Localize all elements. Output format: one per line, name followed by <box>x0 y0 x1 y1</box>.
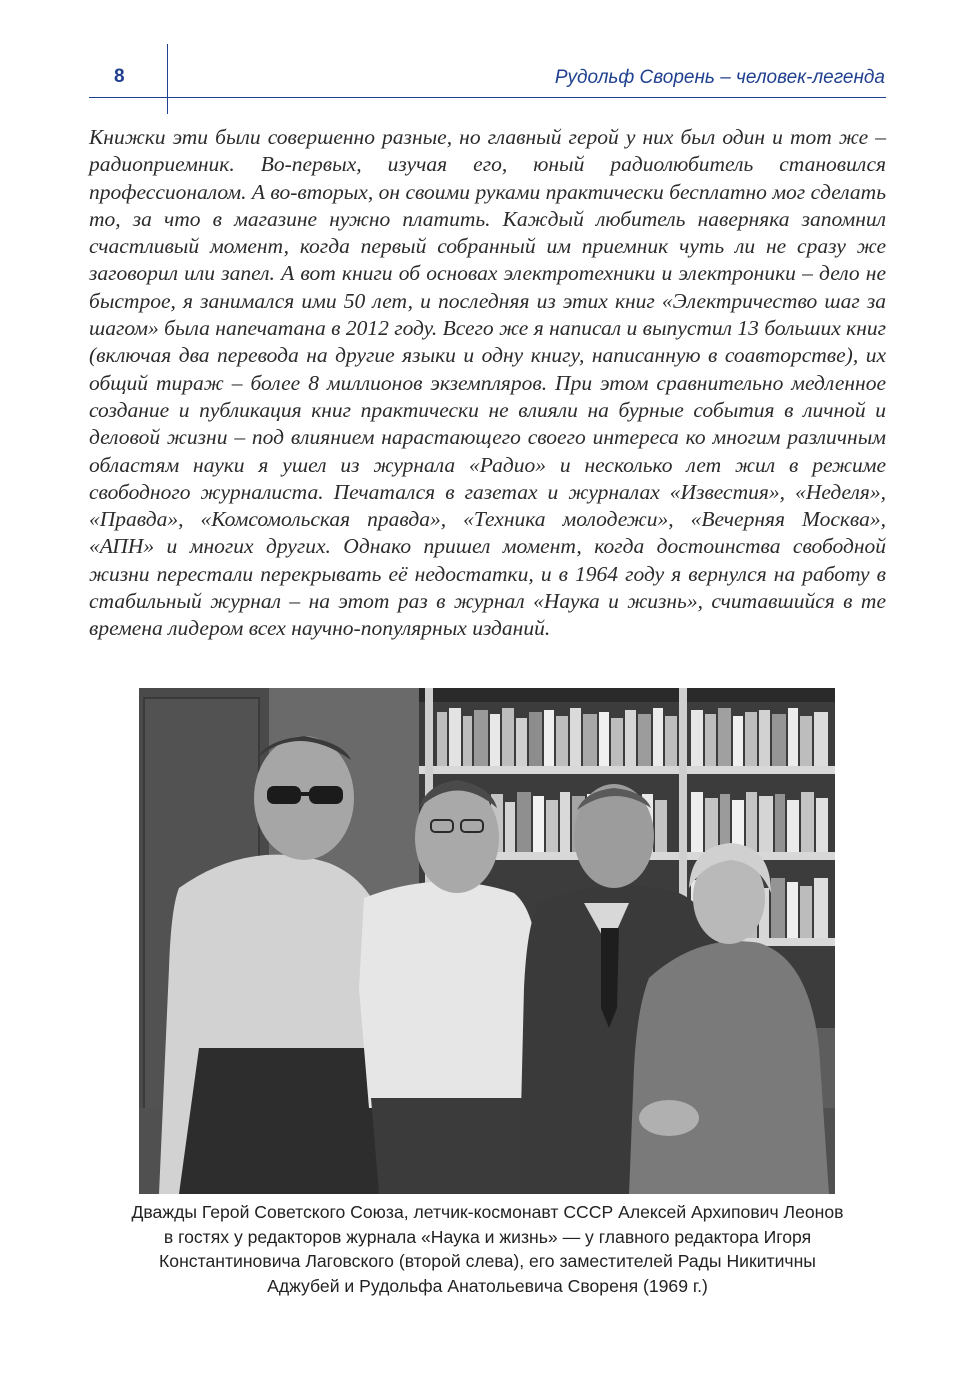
running-title: Рудольф Сворень – человек-легенда <box>554 67 885 88</box>
group-photo <box>139 688 835 1194</box>
body-paragraph: Книжки эти были совершенно разные, но главный герой у них был один и тот же – радиоприемник. Во-первых, изучая его, юный радиолюбитель становился профессионалом. А во-вторых, он своими руками практически бесплатно мог сделать то, за что в магазине нужно платить. Каждый любитель наверняка запомнил счастливый момент, когда первый собранный им приемник чуть ли не сразу же заговорил или запел. А вот книги об основах электротехники и электроники – дело не быстрое, я занимался ими 50 лет, и последняя из этих книг «Электричество шаг за шагом» была напечатана в 2012 году. Всего же я написал и выпустил 13 больших книг (включая два перевода на другие языки и одну книгу, написанную в соавторстве), их общий тираж – более 8 миллионов экземпляров. При этом сравнительно медленное создание и публикация книг практически не влияли на бурные события в личной и деловой жизни – под влиянием нарастающего своего интереса ко многим различным областям науки я ушел из журнала «Радио» и несколько лет жил в режиме свободного журналиста. Печатался в газетах и журналах «Известия», «Неделя», «Правда», «Комсомольская правда», «Техника молодежи», «Вечерняя Москва», «АПН» и многих других. Однако пришел момент, когда достоинства свободной жизни перестали перекрывать её недостатки, и в 1964 году я вернулся на работу в стабильный журнал – на этот раз в журнал «Наука и жизнь», считавшийся в те времена лидером всех научно-популярных изданий. <box>89 125 886 641</box>
caption-line: Аджубей и Рудольфа Анатольевича Свореня (1969 г.) <box>267 1275 708 1296</box>
header-horizontal-rule <box>89 97 886 98</box>
caption-line: Константиновича Лаговского (второй слева), его заместителей Рады Никитичны <box>159 1251 816 1271</box>
page-number: 8 <box>114 66 125 87</box>
photo-caption <box>89 1200 886 1298</box>
caption-line: в гостях у редакторов журнала «Наука и жизнь» — у главного редактора Игоря <box>163 1226 812 1247</box>
header-vertical-divider <box>167 44 168 114</box>
caption-line: Дважды Герой Советского Союза, летчик-космонавт СССР Алексей Архипович Леонов <box>131 1202 844 1222</box>
